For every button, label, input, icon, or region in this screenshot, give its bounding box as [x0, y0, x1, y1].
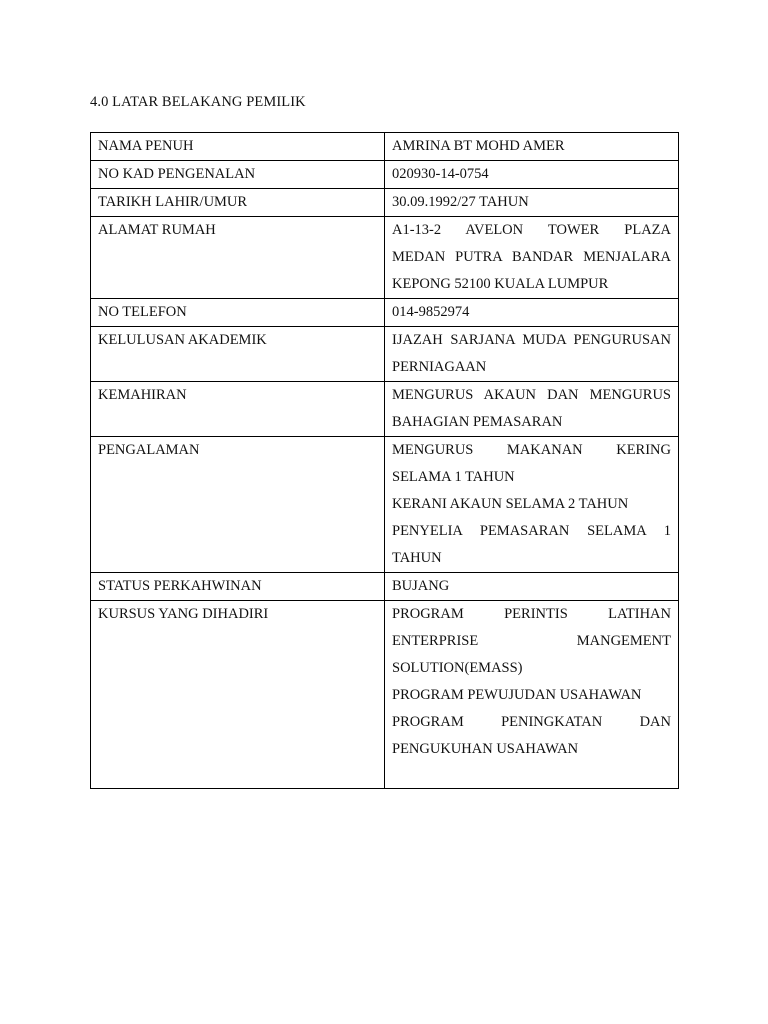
row-value — [385, 601, 679, 789]
value-line: BUJANG — [392, 578, 450, 594]
row-label: PENGALAMAN — [91, 437, 385, 573]
value-line: 014-9852974 — [392, 304, 470, 320]
row-value — [385, 573, 679, 601]
row-label: NO KAD PENGENALAN — [91, 161, 385, 189]
row-value — [385, 217, 679, 299]
value-line: MEDAN PUTRA BANDAR MENJALARA — [392, 249, 671, 265]
table-row-kemahiran — [91, 382, 679, 437]
value-line: BAHAGIAN PEMASARAN — [392, 414, 563, 430]
table-row-tarikh-lahir — [91, 189, 679, 217]
row-value — [385, 437, 679, 573]
row-label: ALAMAT RUMAH — [91, 217, 385, 299]
row-value — [385, 189, 679, 217]
value-line: PERNIAGAAN — [392, 359, 487, 375]
row-label: STATUS PERKAHWINAN — [91, 573, 385, 601]
table-row-nama-penuh — [91, 133, 679, 161]
value-line: KEPONG 52100 KUALA LUMPUR — [392, 276, 609, 292]
row-value — [385, 382, 679, 437]
table-row-kursus-yang-dihadiri — [91, 601, 679, 789]
value-line: 30.09.1992/27 TAHUN — [392, 194, 529, 210]
table-row-kelulusan-akademik — [91, 327, 679, 382]
owner-background-table — [90, 132, 679, 789]
value-line: SELAMA 1 TAHUN — [392, 469, 515, 485]
row-label: NAMA PENUH — [91, 133, 385, 161]
row-label: KELULUSAN AKADEMIK — [91, 327, 385, 382]
table-row-alamat-rumah — [91, 217, 679, 299]
value-line: A1-13-2 AVELON TOWER PLAZA — [392, 222, 671, 238]
table-row-status-perkahwinan — [91, 573, 679, 601]
section-heading: 4.0 LATAR BELAKANG PEMILIK — [90, 94, 306, 110]
value-line: SOLUTION(EMASS) — [392, 660, 523, 676]
row-label: TARIKH LAHIR/UMUR — [91, 189, 385, 217]
row-label: KEMAHIRAN — [91, 382, 385, 437]
value-line: IJAZAH SARJANA MUDA PENGURUSAN — [392, 332, 671, 348]
value-line: 020930-14-0754 — [392, 166, 489, 182]
row-value — [385, 133, 679, 161]
row-value — [385, 299, 679, 327]
value-line: MENGURUS MAKANAN KERING — [392, 442, 671, 458]
value-line: TAHUN — [392, 550, 442, 566]
value-line: PROGRAM PEWUJUDAN USAHAWAN — [392, 687, 642, 703]
value-line: PROGRAM PERINTIS LATIHAN — [392, 606, 671, 622]
value-line: PENYELIA PEMASARAN SELAMA 1 — [392, 523, 671, 539]
table-row-no-telefon — [91, 299, 679, 327]
table-row-no-kad-pengenalan — [91, 161, 679, 189]
value-line: MENGURUS AKAUN DAN MENGURUS — [392, 387, 671, 403]
value-line: PENGUKUHAN USAHAWAN — [392, 741, 579, 757]
row-value — [385, 327, 679, 382]
value-line: PROGRAM PENINGKATAN DAN — [392, 714, 671, 730]
row-label: KURSUS YANG DIHADIRI — [91, 601, 385, 789]
value-line: KERANI AKAUN SELAMA 2 TAHUN — [392, 496, 629, 512]
value-line: AMRINA BT MOHD AMER — [392, 138, 565, 154]
value-line: ENTERPRISE MANGEMENT — [392, 633, 671, 649]
row-label: NO TELEFON — [91, 299, 385, 327]
row-value — [385, 161, 679, 189]
table-row-pengalaman — [91, 437, 679, 573]
